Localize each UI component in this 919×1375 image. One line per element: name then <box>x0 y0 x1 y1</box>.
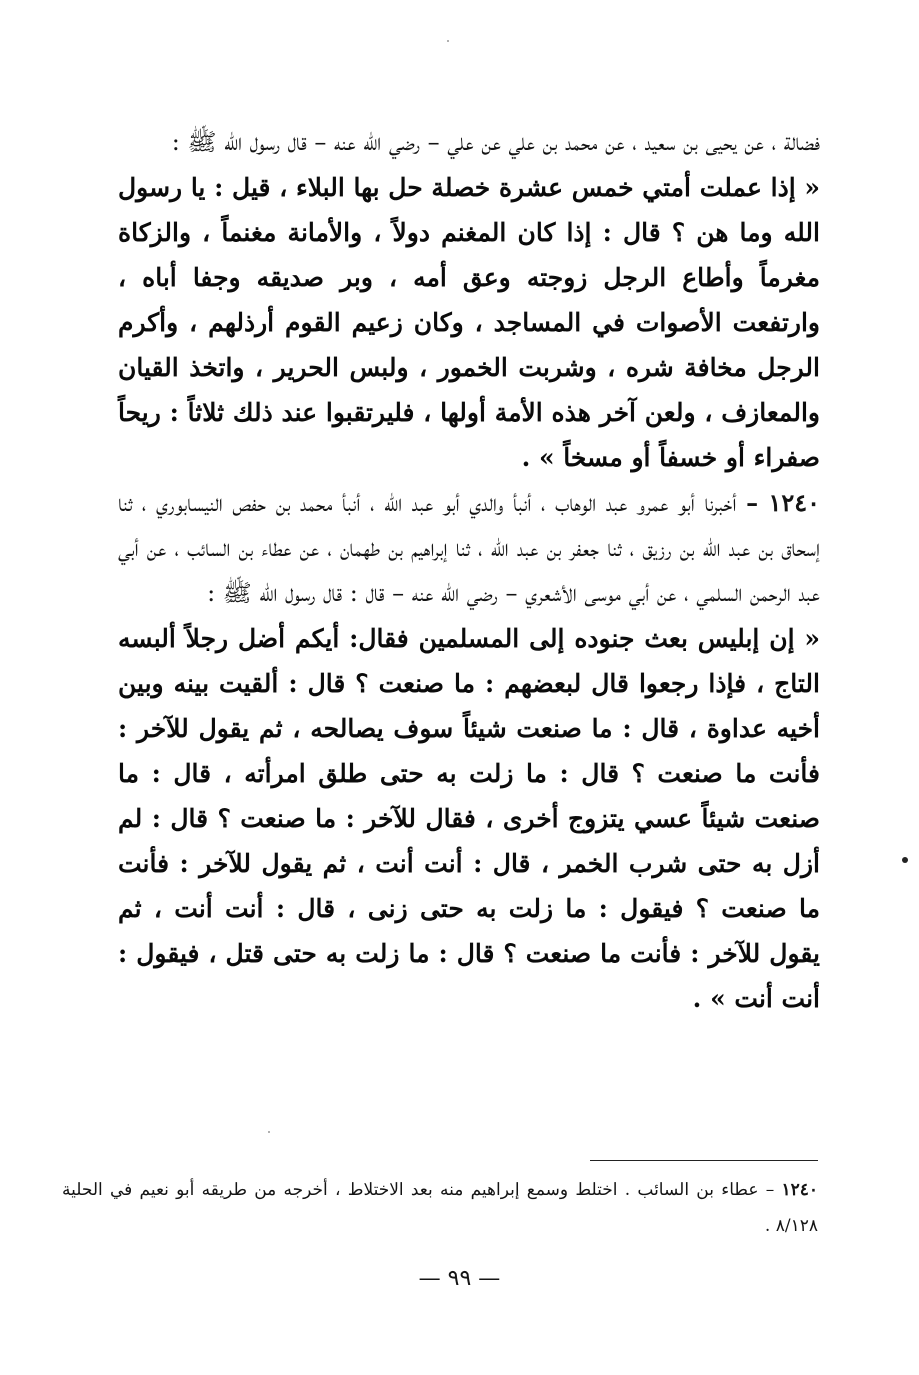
footnote-text: – عطاء بن السائب . اختلط وسمع إبراهيم منه بعد الاختلاط ، أخرجه من طريقه أبو نعيم في الحلية ٨/١٢٨ . <box>62 1180 818 1236</box>
footnote-separator <box>590 1160 818 1161</box>
margin-mark <box>902 857 908 863</box>
isnad-text: أخبرنا أبو عمرو عبد الوهاب ، أنبأ والدي أبو عبد الله ، أنبأ محمد بن حفص النيسابوري ، ثنا إسحاق بن عبد الله بن رزيق ، ثنا جعفر بن عبد الله ، ثنا إبراهيم بن طهمان ، عن عطاء بن السائب ، عن أبي عبد الرحمن السلمي ، عن أبي موسى الأشعري – رضي الله عنه – قال : قال رسول الله ﷺ : <box>118 489 820 607</box>
hadith-number: ١٢٤٠ – <box>746 488 820 517</box>
footnote <box>62 1172 818 1244</box>
footnote-number: ١٢٤٠ <box>781 1180 818 1200</box>
hadith-text-2: « إن إبليس بعث جنوده إلى المسلمين فقال: أيكم أضل رجلاً ألبسه التاج ، فإذا رجعوا قال لبعضهم : ما صنعت ؟ قال : ألقيت بينه وبين أخيه عداوة ، قال : ما صنعت شيئاً سوف يصالحه ، ثم يقول للآخر : فأنت ما صنعت ؟ قال : ما زلت به حتى طلق امرأته ، قال : ما صنعت شيئاً عسي يتزوج أخرى ، فقال للآخر : ما صنعت ؟ قال : لم أزل به حتى شرب الخمر ، قال : أنت أنت ، ثم يقول للآخر : فأنت ما صنعت ؟ فيقول : ما زلت به حتى زنى ، قال : أنت أنت ، ثم يقول للآخر : فأنت ما صنعت ؟ قال : ما زلت به حتى قتل ، فيقول : أنت أنت » . <box>118 624 820 1013</box>
page-number: — ٩٩ — <box>418 1266 501 1291</box>
scan-speck <box>447 40 449 42</box>
main-text <box>118 120 820 1021</box>
scan-speck <box>268 1131 270 1133</box>
paragraph-1240 <box>118 480 820 616</box>
hadith-text-1: « إذا عملت أمتي خمس عشرة خصلة حل بها البلاء ، قيل : يا رسول الله وما هن ؟ قال : إذا كان المغنم دولاً ، والأمانة مغنماً ، والزكاة مغرماً وأطاع الرجل زوجته وعق أمه ، وبر صديقه وجفا أباه ، وارتفعت الأصوات في المساجد ، وكان زعيم القوم أرذلهم ، وأكرم الرجل مخافة شره ، وشربت الخمور ، ولبس الحرير ، واتخذ القيان والمعازف ، ولعن آخر هذه الأمة أولها ، فليرتقبوا عند ذلك ثلاثاً : ريحاً صفراء أو خسفاً أو مسخاً » . <box>118 173 820 472</box>
paragraph-isnad-end: فضالة ، عن يحيى بن سعيد ، عن محمد بن علي عن علي – رضي الله عنه – قال رسول الله ﷺ : <box>171 128 820 156</box>
